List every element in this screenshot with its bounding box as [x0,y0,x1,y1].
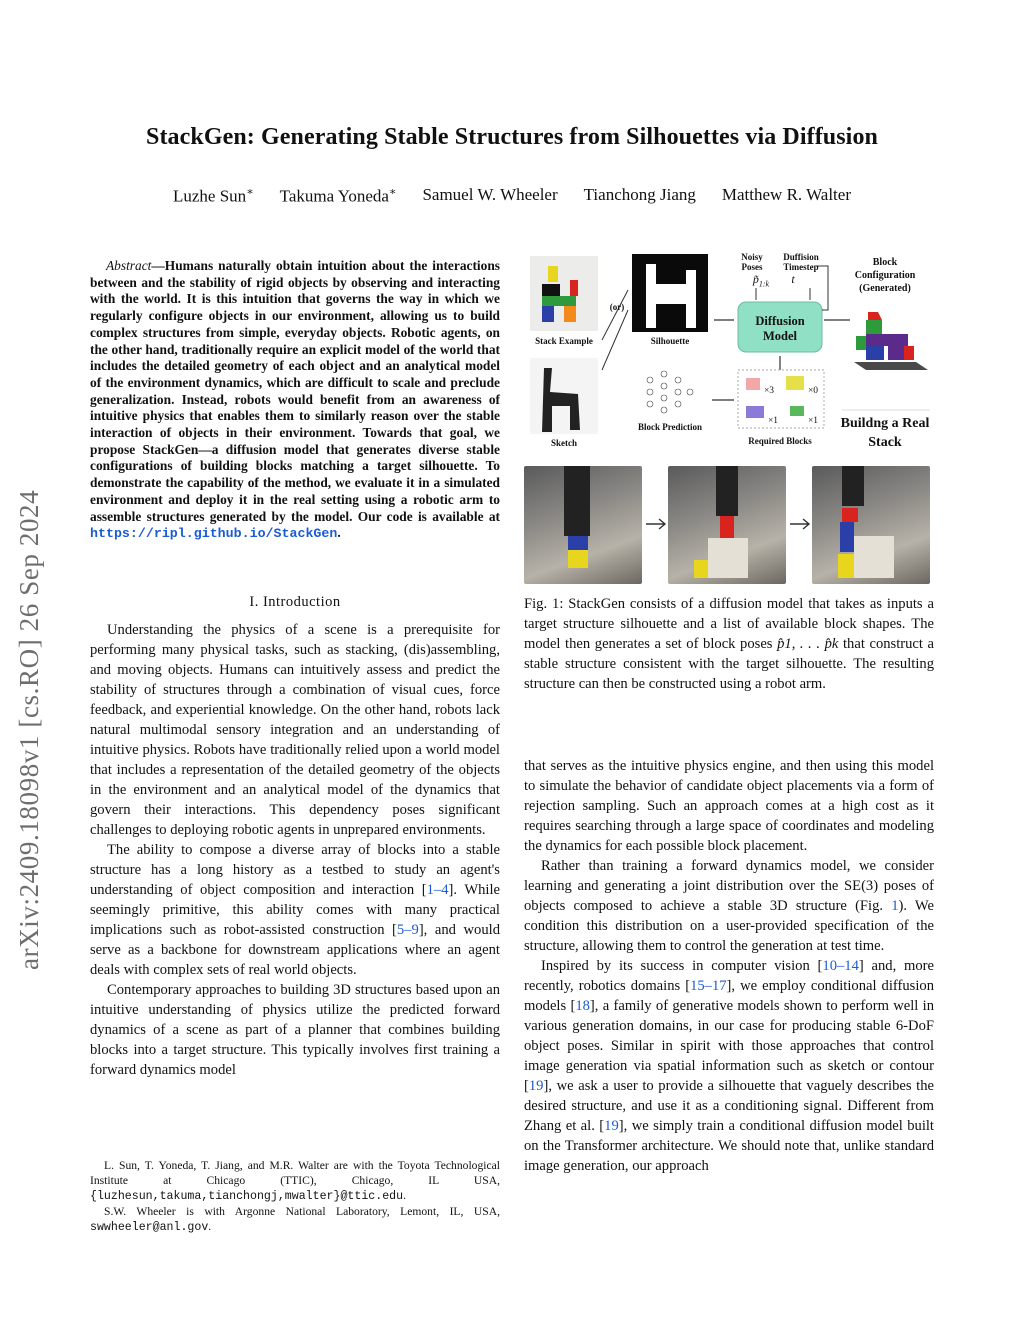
block-orange [564,306,576,322]
arrow-icon [644,518,668,530]
label-real-stack: Buildng a Real Stack [840,416,930,450]
block-yellow [548,266,558,282]
section-heading-introduction: I. Introduction [249,594,341,610]
arrow-icon [788,518,812,530]
label-block-configuration: Block Configuration (Generated) [854,257,916,294]
block-yellow [786,376,804,390]
introduction-body [90,620,500,1080]
figure-caption: Fig. 1: StackGen consists of a diffusion model that takes as inputs a target structure silhouette and a list of available block shapes. The model then generates a set of block poses p̂1, . . . p̂k that construct a stable structure consistent with the target silhouette. The resulting structure can then be constructed using a robot arm. [524,596,935,692]
robot-photo [524,466,642,584]
label-silhouette: Silhouette [650,336,690,346]
citation-link[interactable]: 5–9 [396,922,419,938]
author: Takuma Yoneda∗ [279,186,397,206]
block-pink [746,378,760,390]
block-red [570,280,578,296]
label-stack-example: Stack Example [535,336,593,346]
author: Tianchong Jiang [583,185,696,204]
footnote: L. Sun, T. Yoneda, T. Jiang, and M.R. Walter are with the Toyota Technological Institute at Chicago (TTIC), Chicago, IL USA, {luzhesun,takuma,tianchongj,mwalter}@ttic.edu. S.W. Wheeler is with Argonne National Laboratory, Lemont, IL, USA, swwheeler@anl.gov. [90,1159,500,1234]
block-green [790,406,804,416]
label-noisy-poses: Noisy Poses [741,252,763,272]
author: Luzhe Sun∗ [173,186,254,206]
label-diffusion-model: Diffusion Model [755,314,805,343]
code-link[interactable]: https://ripl.github.io/StackGen [90,526,338,542]
label-block-prediction: Block Prediction [637,422,703,432]
paragraph: Understanding the physics of a scene is a prerequisite for performing many physical tasks, such as stacking, (dis)assembling, and moving objects. Humans can intuitively assess and predict the stability of structures through a combination of visual cues, force feedback, and experiential knowledge. On the other hand, robots lack natural multimodal sensory integration and an understanding of intuitive physics. Robots have traditionally relied upon a world model that includes a representation of the detailed geometry of the objects in the environment and an analytical model of the dynamics that govern their interactions. This dependency poses significant challenges to deploying robotic agents in unprepared environments. [90,622,500,838]
block-black [542,284,560,296]
paragraph: Inspired by its success in computer vision [10–14] and, more recently, robotics domains [15–17], we employ conditional diffusion models [18], a family of generative models shown to perform well in various generation domains, in our case for producing stable 6-DoF object poses. Similar in spirit with those approaches that control image generation via spatial information such as sketch or contour [19], we ask a user to provide a silhouette that vaguely describes the desired structure, and use it as a conditioning signal. Different from Zhang et al. [19], we simply train a conditional diffusion model built on the Transformer architecture. We should note that, unlike standard image generation, our approach [524,958,935,1174]
citation-link[interactable]: 10–14 [822,958,859,974]
author: Samuel W. Wheeler [422,185,558,204]
network-icon [647,371,693,413]
label-or: (or) [609,302,625,312]
author-list [0,185,1024,207]
robot-photo-strip [524,466,934,584]
right-column-body [524,756,934,1176]
arxiv-stamp: arXiv:2409.18098v1 [cs.RO] 26 Sep 2024 [14,489,44,970]
email-list: {luzhesun,takuma,tianchongj,mwalter}@ttic.edu [90,1190,404,1203]
paragraph: that serves as the intuitive physics engine, and then using this model to simulate the behavior of candidate object placements via a form of rejection sampling. Such an approach comes at a high cost as it requires searching through a large space of coordinates and modeling the dynamics for each possible block placement. [524,758,934,854]
count-label: ×0 [807,386,819,396]
arrow [602,290,628,340]
citation-link[interactable]: 15–17 [690,978,727,994]
paragraph: Rather than training a forward dynamics model, we consider learning and generating a joint distribution over the SE(3) poses of objects composed to achieve a stable 3D structure (Fig. 1). We condition this distribution on a user-provided specification of the structure, allowing them to control the generation at test time. [524,858,934,954]
label-sketch: Sketch [550,438,577,448]
block-blue [542,306,554,322]
block-lavender [746,406,764,418]
citation-link[interactable]: 1–4 [426,882,449,898]
paper-title: StackGen: Generating Stable Structures from Silhouettes via Diffusion [146,124,878,150]
block-green [542,296,576,306]
citation-link[interactable]: 18 [575,998,590,1014]
count-label: ×1 [767,416,779,426]
count-label: ×1 [807,416,819,426]
author: Matthew R. Walter [721,185,851,204]
robot-photo [812,466,930,584]
count-label: ×3 [763,386,775,396]
citation-link[interactable]: 19 [604,1118,619,1134]
generated-configuration [854,312,928,370]
robot-photo [668,466,786,584]
arrow [602,310,628,370]
label-t-symbol: t [791,272,795,286]
figure-diagram [524,250,934,460]
abstract: Abstract—Humans naturally obtain intuition about the interactions between and the stability of rigid objects by observing and interacting with the world. It is this intuition that governs the way in which we regularly configure objects in our environment, allowing us to build complex structures from simple, everyday objects. Robotic agents, on the other hand, traditionally require an explicit model of the world that includes the detailed geometry of each object and an analytical model of the environment dynamics, which are difficult to scale and preclude generalization. Instead, robots would benefit from an awareness of intuitive physics that enables them to similarly reason over the stable interaction of objects in their environment. Towards that goal, we propose StackGen—a diffusion model that generates diverse stable configurations of building blocks matching a target silhouette. To demonstrate the capability of the method, we evaluate it in a simulated environment and deploy it in the real setting using a robotic arm to assemble structures generated by the model. Our code is available at https://ripl.github.io/StackGen. [90,258,500,542]
paragraph: The ability to compose a diverse array of blocks into a stable structure has a long history as a testbed to study an agent's understanding of object composition and interaction [1–4]. While seemingly primitive, this ability comes with many practical implications such as robot-assisted construction [5–9], and would serve as a backbone for downstream applications where an agent deals with complex sets of real world objects. [90,842,500,978]
figure-link[interactable]: 1 [891,898,899,914]
label-diffusion-timestep: Duffision Timestep [783,252,819,272]
label-required-blocks: Required Blocks [748,436,812,446]
label-noisy-symbol: $p̃_{1:k}$ [752,272,770,289]
citation-link[interactable]: 19 [528,1078,544,1094]
email: swwheeler@anl.gov [90,1221,209,1234]
paragraph: Contemporary approaches to building 3D structures based upon an intuitive understanding of physics utilize the predicted forward dynamics of a scene as part of a planner that combines building blocks into a target structure. This typically involves first training a forward dynamics model [90,982,500,1078]
